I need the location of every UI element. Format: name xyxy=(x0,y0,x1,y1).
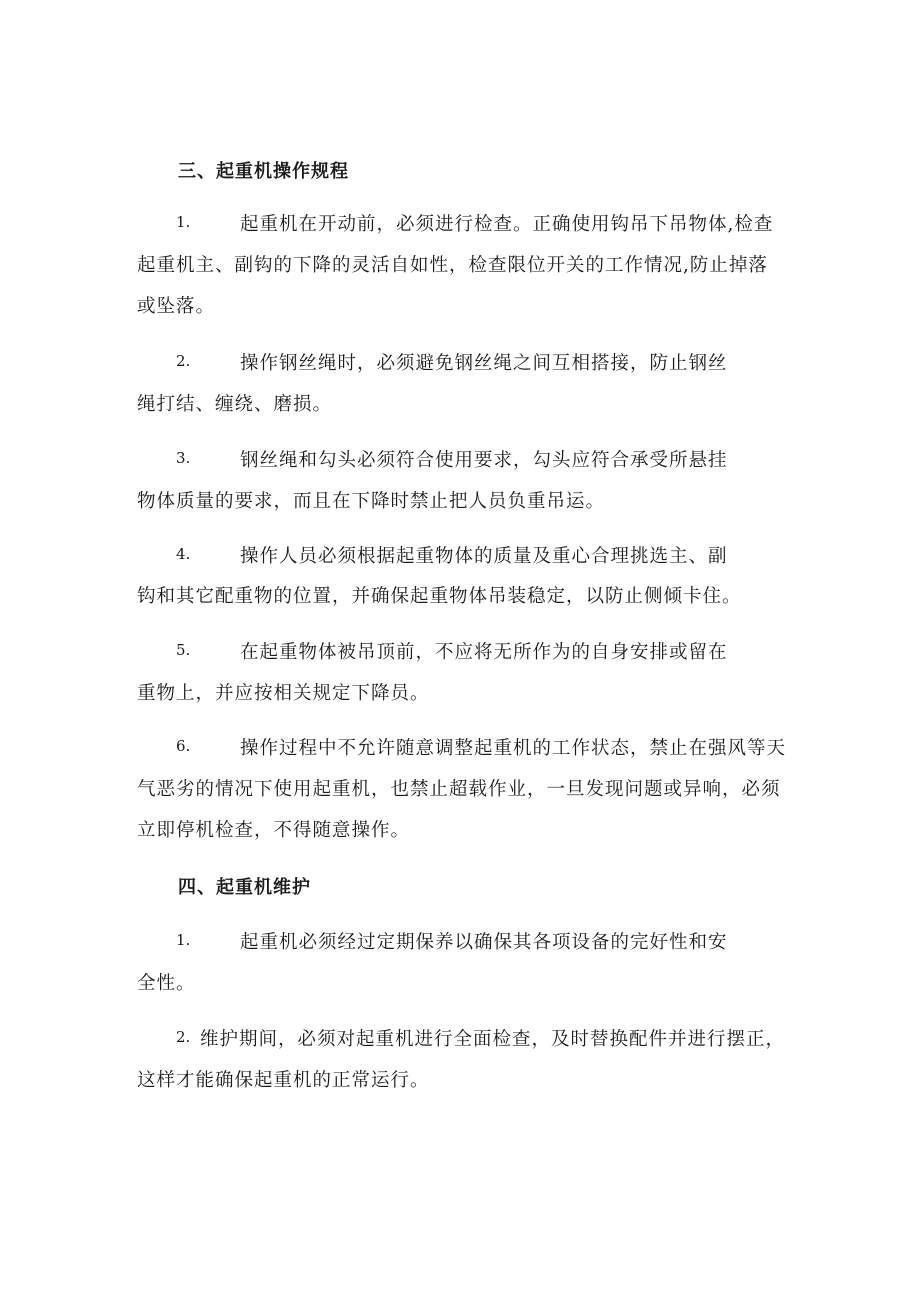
item-text-line: 钩和其它配重物的位置，并确保起重物体吊装稳定，以防止侧倾卡住。 xyxy=(137,586,742,607)
item-text-line: 全性。 xyxy=(137,973,196,994)
item-number: 4. xyxy=(176,545,191,563)
item-number: 3. xyxy=(176,449,191,467)
item-text-line: 或坠落。 xyxy=(137,296,216,317)
item-text-line: 绳打结、缠绕、磨损。 xyxy=(137,394,333,415)
item-text-line: 操作人员必须根据起重物体的质量及重心合理挑选主、副 xyxy=(240,546,728,567)
item-text-line: 起重机必须经过定期保养以确保其各项设备的完好性和安 xyxy=(240,932,728,953)
item-text-line: 起重机在开动前，必须进行检查。正确使用钩吊下吊物体,检查 xyxy=(240,214,774,235)
item-number: 2. xyxy=(176,1028,191,1046)
item-text-line: 这样才能确保起重机的正常运行。 xyxy=(137,1070,430,1091)
item-number: 1. xyxy=(176,213,191,231)
item-text-line: 操作钢丝绳时，必须避免钢丝绳之间互相搭接，防止钢丝 xyxy=(240,353,728,374)
item-number: 1. xyxy=(176,931,191,949)
section-heading-operation: 三、起重机操作规程 xyxy=(178,161,349,182)
item-text-line: 物体质量的要求，而且在下降时禁止把人员负重吊运。 xyxy=(137,491,606,512)
item-text-line: 立即停机检查，不得随意操作。 xyxy=(137,820,411,841)
item-text-line: 在起重物体被吊顶前，不应将无所作为的自身安排或留在 xyxy=(240,642,728,663)
section-heading-maintenance: 四、起重机维护 xyxy=(178,877,311,898)
item-number: 2. xyxy=(176,352,191,370)
item-number: 5. xyxy=(176,641,191,659)
item-text-line: 重物上，并应按相关规定下降员。 xyxy=(137,683,430,704)
item-text-line: 起重机主、副钩的下降的灵活自如性，检查限位开关的工作情况,防止掉落 xyxy=(137,255,768,276)
item-text-line: 气恶劣的情况下使用起重机，也禁止超载作业，一旦发现问题或异响，必须 xyxy=(137,779,781,800)
item-text-line: 钢丝绳和勾头必须符合使用要求，勾头应符合承受所悬挂 xyxy=(240,450,728,471)
item-number: 6. xyxy=(176,737,191,755)
item-text-line: 操作过程中不允许随意调整起重机的工作状态，禁止在强风等天 xyxy=(240,738,787,759)
item-text-line: 维护期间，必须对起重机进行全面检查，及时替换配件并进行摆正， xyxy=(200,1029,786,1050)
